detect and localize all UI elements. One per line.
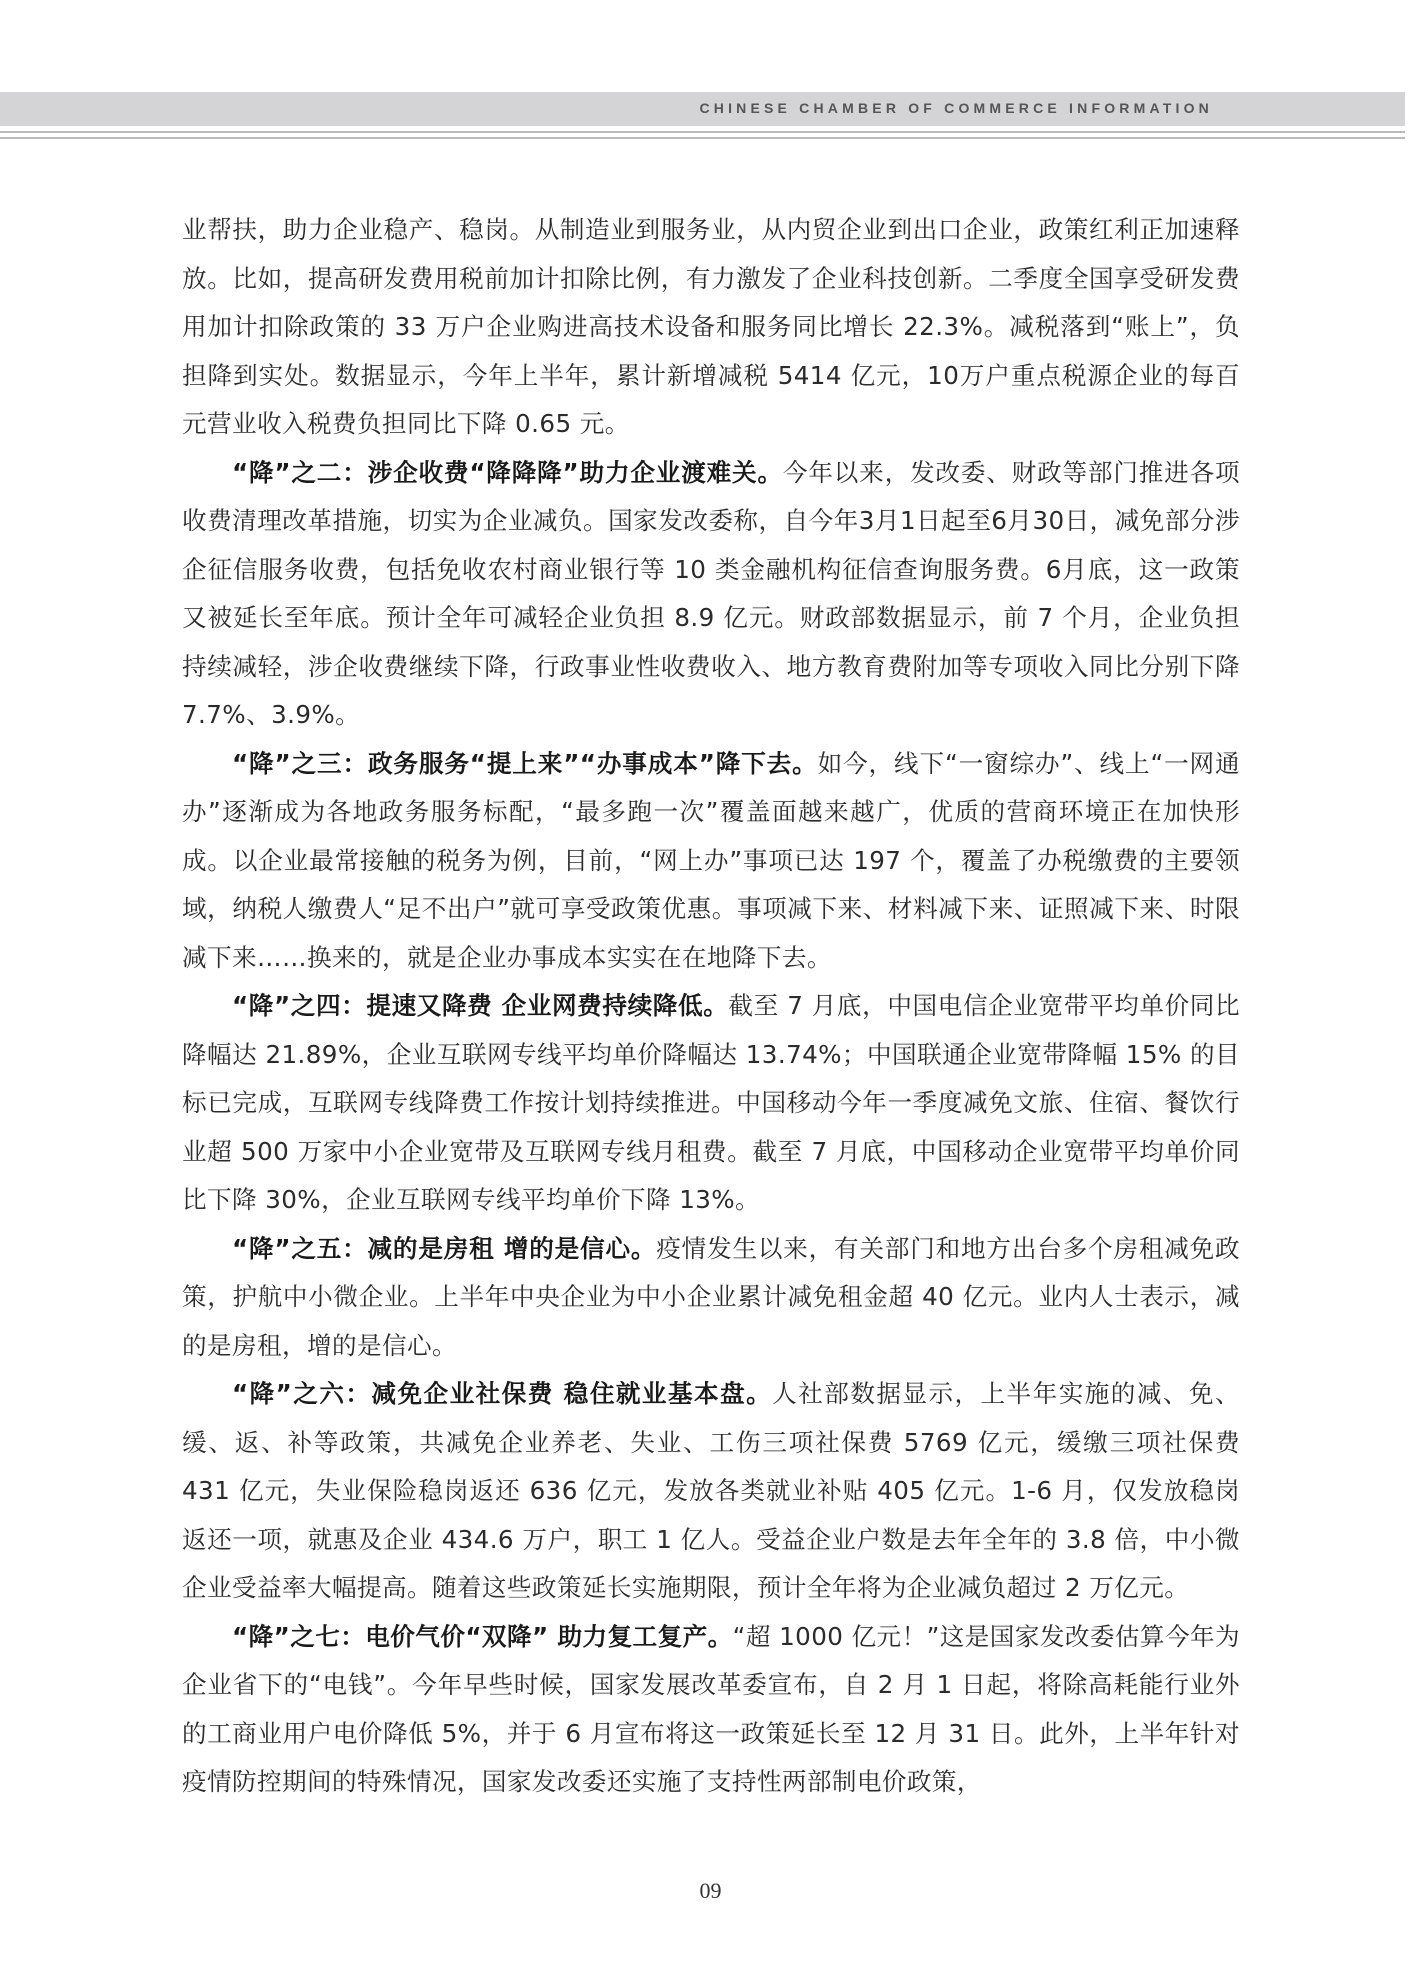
running-header-title: CHINESE CHAMBER OF COMMERCE INFORMATION xyxy=(699,100,1213,116)
paragraph-4 xyxy=(182,982,1240,1225)
paragraph-1-text: 业帮扶，助力企业稳产、稳岗。从制造业到服务业，从内贸企业到出口企业，政策红利正加速释放。比如，提高研发费用税前加计扣除比例，有力激发了企业科技创新。二季度全国享受研发费用加计扣除政策的 33 万户企业购进高技术设备和服务同比增长 22.3%。减税落到“账上”，负担降到实处。数据显示，今年上半年，累计新增减税 5414 亿元，10万户重点税源企业的每百元营业收入税费负担同比下降 0.65 元。 xyxy=(182,215,1240,438)
paragraph-2-text: 今年以来，发改委、财政等部门推进各项收费清理改革措施，切实为企业减负。国家发改委称，自今年3月1日起至6月30日，减免部分涉企征信服务收费，包括免收农村商业银行等 10 类金融机构征信查询服务费。6月底，这一政策又被延长至年底。预计全年可减轻企业负担 8.9 亿元。财政部数据显示，前 7 个月，企业负担持续减轻，涉企收费继续下降，行政事业性收费收入、地方教育费附加等专项收入同比分别下降 7.7%、3.9%。 xyxy=(182,457,1241,729)
header-rule-bottom xyxy=(0,137,1405,139)
paragraph-3-text: 如今，线下“一窗综办”、线上“一网通办”逐渐成为各地政务服务标配，“最多跑一次”覆盖面越来越广，优质的营商环境正在加快形成。以企业最常接触的税务为例，目前，“网上办”事项已达 197 个，覆盖了办税缴费的主要领域，纳税人缴费人“足不出户”就可享受政策优惠。事项减下来、材料减下来、证照减下来、时限减下来……换来的，就是企业办事成本实实在在地降下去。 xyxy=(182,748,1240,972)
paragraph-5-text: 疫情发生以来，有关部门和地方出台多个房租减免政策，护航中小微企业。上半年中央企业为中小企业累计减免租金超 40 亿元。业内人士表示，减的是房租，增的是信心。 xyxy=(182,1233,1241,1360)
paragraph-5 xyxy=(182,1225,1240,1371)
paragraph-6-heading: “降”之六：减免企业社保费 稳住就业基本盘。 xyxy=(232,1379,773,1408)
paragraph-7 xyxy=(182,1613,1240,1807)
paragraph-7-heading: “降”之七：电价气价“双降” 助力复工复产。 xyxy=(232,1621,733,1651)
header-rule-top xyxy=(0,131,1405,133)
paragraph-2 xyxy=(182,449,1240,740)
paragraph-4-heading: “降”之四：提速又降费 企业网费持续降低。 xyxy=(232,991,729,1020)
paragraph-2-heading: “降”之二：涉企收费“降降降”助力企业渡难关。 xyxy=(232,457,783,487)
paragraph-7-text: “超 1000 亿元！”这是国家发改委估算今年为企业省下的“电钱”。今年早些时候，国家发展改革委宣布，自 2 月 1 日起，将除高耗能行业外的工商业用户电价降低 5%，并于 6 月宣布将这一政策延长至 12 月 31 日。此外，上半年针对疫情防控期间的特殊情况，国家发改委还实施了支持性两部制电价政策， xyxy=(182,1621,1240,1796)
paragraph-6 xyxy=(182,1370,1240,1613)
paragraph-3-heading: “降”之三：政务服务“提上来”“办事成本”降下去。 xyxy=(232,748,818,778)
page-number: 09 xyxy=(699,1878,722,1903)
paragraph-6-text: 人社部数据显示，上半年实施的减、免、缓、返、补等政策，共减免企业养老、失业、工伤三项社保费 5769 亿元，缓缴三项社保费 431 亿元，失业保险稳岗返还 636 亿元，发放各类就业补贴 405 亿元。1-6 月，仅发放稳岗返还一项，就惠及企业 434.6 万户，职工 1 亿人。受益企业户数是去年全年的 3.8 倍，中小微企业受益率大幅提高。随着这些政策延长实施期限，预计全年将为企业减负超过 2 万亿元。 xyxy=(182,1379,1240,1602)
paragraph-3 xyxy=(182,740,1240,983)
paragraph-4-text: 截至 7 月底，中国电信企业宽带平均单价同比降幅达 21.89%，企业互联网专线平均单价降幅达 13.74%；中国联通企业宽带降幅 15% 的目标已完成，互联网专线降费工作按计划持续推进。中国移动今年一季度减免文旅、住宿、餐饮行业超 500 万家中小企业宽带及互联网专线月租费。截至 7 月底，中国移动企业宽带平均单价同比下降 30%，企业互联网专线平均单价下降 13%。 xyxy=(182,991,1240,1214)
paragraph-5-heading: “降”之五：减的是房租 增的是信心。 xyxy=(232,1233,657,1263)
article-body xyxy=(182,206,1240,1807)
paragraph-1 xyxy=(182,206,1240,449)
